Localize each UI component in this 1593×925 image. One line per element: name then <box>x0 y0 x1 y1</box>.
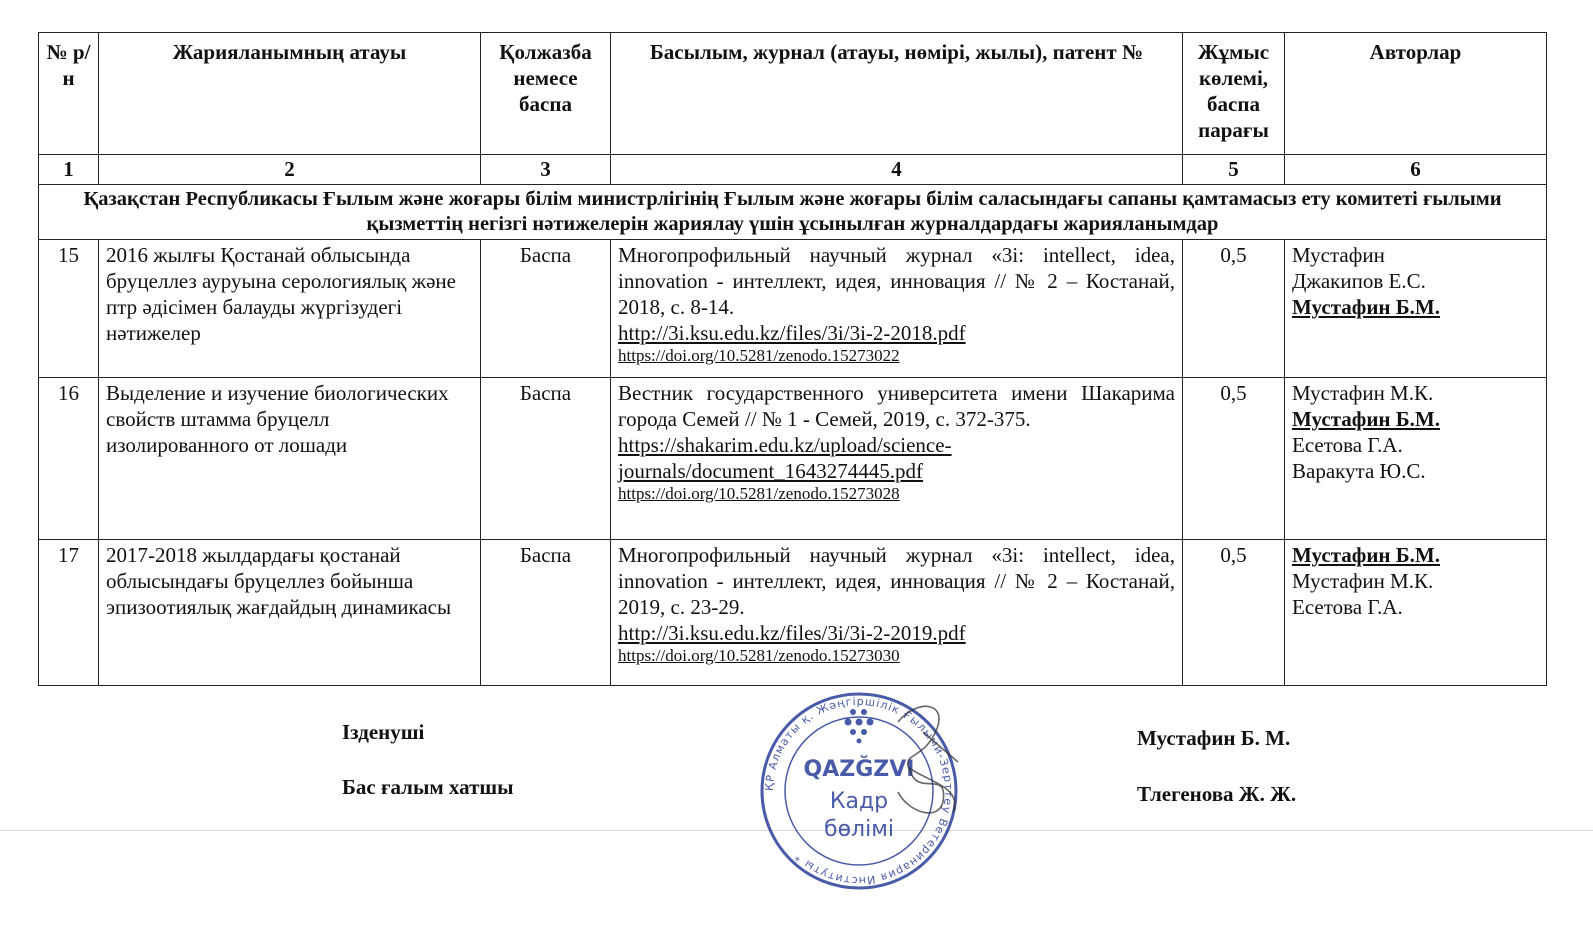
table-row <box>39 540 1547 686</box>
row-number: 16 <box>39 378 99 540</box>
work-volume: 0,5 <box>1183 378 1285 540</box>
publications-table <box>38 32 1547 686</box>
publication-type: Баспа <box>481 540 611 686</box>
table-header-row <box>39 33 1547 155</box>
header-cell-title: Жарияланымның атауы <box>99 33 481 155</box>
author-name: Мустафин М.К. <box>1292 569 1434 593</box>
author-name-highlighted: Мустафин Б.М. <box>1292 407 1440 431</box>
column-number: 6 <box>1285 155 1547 185</box>
author-name-highlighted: Мустафин Б.М. <box>1292 543 1440 567</box>
publication-type: Баспа <box>481 378 611 540</box>
author-name: Мустафин М.К. <box>1292 381 1434 405</box>
publication-title: Выделение и изучение биологических свойств штамма бруцелл изолированного от лошади <box>99 378 481 540</box>
publication-title: 2017-2018 жылдардағы қостанай облысындағы бруцеллез бойынша эпизоотиялық жағдайдың динамикасы <box>99 540 481 686</box>
column-number: 1 <box>39 155 99 185</box>
work-volume: 0,5 <box>1183 240 1285 378</box>
column-number: 5 <box>1183 155 1285 185</box>
table-row <box>39 378 1547 540</box>
author-name-highlighted: Мустафин Б.М. <box>1292 295 1440 319</box>
header-cell-authors: Авторлар <box>1285 33 1547 155</box>
work-volume: 0,5 <box>1183 540 1285 686</box>
column-number: 2 <box>99 155 481 185</box>
publication-source-cell <box>611 540 1183 686</box>
author-name: Есетова Г.А. <box>1292 433 1403 457</box>
author-name: Варакута Ю.С. <box>1292 459 1426 483</box>
header-cell-volume: Жұмыс көлемі, баспа парағы <box>1183 33 1285 155</box>
publication-source: Вестник государственного университета имени Шакарима города Семей // № 1 - Семей, 2019, с. 372-375. <box>618 381 1175 431</box>
publication-source: Многопрофильный научный журнал «3i: intellect, idea, innovation - интеллект, идея, инновация // № 2 – Костанай, 2019, с. 23-29. <box>618 543 1175 619</box>
official-stamp <box>748 692 970 890</box>
publication-source: Многопрофильный научный журнал «3i: intellect, idea, innovation - интеллект, идея, инновация // № 2 – Костанай, 2018, с. 8-14. <box>618 243 1175 319</box>
publication-doi[interactable]: https://doi.org/10.5281/zenodo.15273022 <box>618 346 900 365</box>
author-name: Джакипов Е.С. <box>1292 269 1426 293</box>
authors-cell <box>1285 378 1547 540</box>
publication-link[interactable]: http://3i.ksu.edu.kz/files/3i/3i-2-2019.pdf <box>618 621 966 645</box>
header-cell-number: № р/н <box>39 33 99 155</box>
publication-doi[interactable]: https://doi.org/10.5281/zenodo.15273030 <box>618 646 900 665</box>
applicant-name: Мустафин Б. М. <box>1137 726 1291 750</box>
publication-source-cell <box>611 240 1183 378</box>
publication-title: 2016 жылғы Қостанай облысында бруцеллез ауруына серологиялық және птр әдісімен балауды жүргізудегі нәтижелер <box>99 240 481 378</box>
stamp-logo-text: QAZĞZVI <box>803 757 915 782</box>
author-name: Мустафин <box>1292 243 1385 267</box>
stamp-dept-line2: бөлімі <box>824 817 894 842</box>
publication-link[interactable]: http://3i.ksu.edu.kz/files/3i/3i-2-2018.pdf <box>618 321 966 345</box>
author-name: Есетова Г.А. <box>1292 595 1403 619</box>
header-cell-source: Басылым, журнал (атауы, нөмірі, жылы), патент № <box>611 33 1183 155</box>
column-number: 3 <box>481 155 611 185</box>
row-number: 17 <box>39 540 99 686</box>
authors-cell <box>1285 540 1547 686</box>
publication-link[interactable]: https://shakarim.edu.kz/upload/science-journals/document_1643274445.pdf <box>618 433 952 483</box>
section-row <box>39 185 1547 240</box>
publication-source-cell <box>611 378 1183 540</box>
publication-type: Баспа <box>481 240 611 378</box>
stamp-dept-line1: Кадр <box>829 789 889 814</box>
secretary-label: Бас ғалым хатшы <box>342 775 514 799</box>
column-number-row <box>39 155 1547 185</box>
header-cell-type: Қолжазба немесе баспа <box>481 33 611 155</box>
row-number: 15 <box>39 240 99 378</box>
secretary-name: Тлегенова Ж. Ж. <box>1137 782 1297 806</box>
applicant-label: Ізденуші <box>342 720 425 744</box>
section-title: Қазақстан Республикасы Ғылым және жоғары білім министрлігінің Ғылым және жоғары білім саласындағы сапаны қамтамасыз ету комитеті ғылыми қызметтің негізгі нәтижелерін жариялау үшін ұсынылған журналдардағы жарияланымдар <box>39 185 1547 240</box>
publication-doi[interactable]: https://doi.org/10.5281/zenodo.15273028 <box>618 484 900 503</box>
column-number: 4 <box>611 155 1183 185</box>
table-row <box>39 240 1547 378</box>
stamp-logo-icon <box>845 709 874 744</box>
stamp-ring-text: ҚР Алматы қ. Жәңгіршілік Ғылыми-Зерттеу Ветеринария Институты * <box>762 694 956 888</box>
authors-cell <box>1285 240 1547 378</box>
